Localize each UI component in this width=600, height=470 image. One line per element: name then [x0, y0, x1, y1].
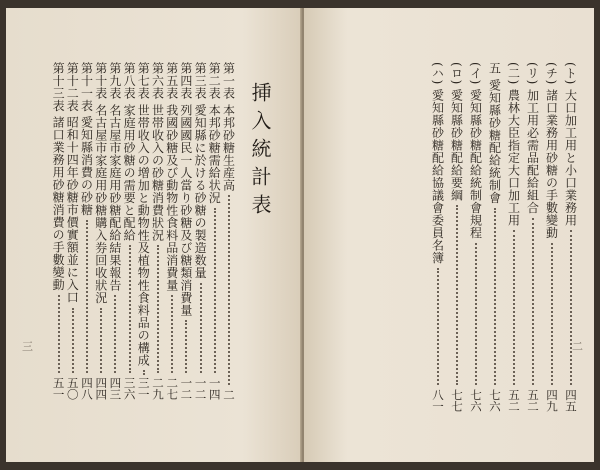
entry-title: 諸口業務用砂糖消費の手數變動	[51, 116, 66, 291]
entry-number: 五	[487, 62, 502, 75]
entry-number: 第一表	[221, 62, 236, 100]
table-entry	[525, 62, 541, 412]
entry-page-number: 五二	[526, 389, 540, 412]
leader-dots	[532, 218, 534, 385]
entry-page-number: 四三	[108, 377, 123, 400]
leader-dots	[494, 208, 496, 386]
leader-dots	[58, 295, 60, 373]
table-entry	[107, 62, 123, 400]
entry-title: 諸口業務用砂糖の手數變動	[544, 88, 559, 239]
entry-page-number: 五〇	[65, 377, 80, 400]
entry-title: 加工用必需品配給組合	[525, 88, 540, 214]
table-entry	[150, 62, 166, 400]
table-entry	[221, 62, 237, 400]
entry-number: 第九表	[107, 62, 122, 100]
table-entry	[51, 62, 67, 400]
table-entry	[449, 62, 465, 412]
entry-title: 名古屋市家庭用砂糖購入券回收狀況	[93, 103, 108, 304]
entry-page-number: 三六	[122, 377, 137, 400]
table-entry	[164, 62, 180, 400]
entry-page-number: 七六	[469, 389, 483, 412]
leader-dots	[200, 283, 202, 374]
entry-number: (ハ)	[430, 62, 445, 85]
entry-page-number: 三一	[136, 377, 151, 400]
entry-number: (ト)	[563, 62, 578, 85]
table-entry	[563, 62, 579, 412]
right-page-number: 二	[572, 340, 583, 353]
entry-title: 昭和十四年砂糖市價實額並に入口	[65, 116, 80, 304]
leader-dots	[570, 230, 572, 385]
table-entry	[178, 62, 194, 400]
entry-page-number: 二七	[165, 377, 180, 400]
entry-title: 我國砂糖及び動物性食料品消費量	[164, 103, 179, 291]
entry-title: 世帯收入の增加と動物性及植物性食料品の構成	[136, 103, 151, 366]
leader-dots	[114, 295, 116, 373]
entry-number: (イ)	[468, 62, 483, 85]
entry-number: 第十表	[93, 62, 108, 100]
entry-page-number: 四五	[564, 389, 578, 412]
entry-page-number: 一二	[179, 377, 194, 400]
entry-page-number: 二九	[151, 377, 165, 400]
leader-dots	[228, 195, 230, 385]
entry-number: 第十三表	[51, 62, 66, 112]
entry-number: 第十二表	[65, 62, 80, 112]
entry-page-number: 五一	[51, 377, 66, 400]
leader-dots	[513, 230, 515, 385]
table-entry	[430, 62, 446, 412]
entry-page-number: 四八	[80, 377, 94, 400]
entry-number: 第八表	[122, 62, 137, 100]
entry-title: 本邦砂糖生産高	[221, 103, 236, 191]
leader-dots	[157, 245, 159, 373]
entry-title: 世帯收入の砂糖消費狀況	[150, 103, 165, 241]
table-entry	[65, 62, 81, 400]
page-title: 挿入統計表	[248, 82, 272, 222]
leader-dots	[86, 220, 88, 373]
entry-page-number: 一四	[207, 377, 222, 400]
entry-number: 第十一表	[79, 62, 94, 112]
entry-page-number: 八一	[431, 389, 445, 412]
leader-dots	[129, 245, 131, 373]
left-page-number: 三	[22, 340, 33, 353]
table-entry	[93, 62, 109, 400]
table-entry	[468, 62, 484, 412]
entry-title: 家庭用砂糖の需要と配給	[122, 103, 137, 241]
entry-number: (ロ)	[449, 62, 464, 85]
leader-dots	[100, 308, 102, 374]
entry-page-number: 五二	[507, 389, 521, 412]
leader-dots	[437, 268, 439, 385]
entry-number: 第五表	[164, 62, 179, 100]
table-entry	[544, 62, 560, 412]
leader-dots	[143, 370, 145, 373]
entry-title: 農林大臣指定大口加工用	[506, 88, 521, 227]
entry-title: 本邦砂糖需給状況	[207, 103, 222, 204]
leader-dots	[551, 243, 553, 385]
entry-number: (リ)	[525, 62, 540, 85]
entry-page-number: 七六	[488, 389, 502, 412]
leader-dots	[456, 205, 458, 385]
entry-title: 列國國民一人當り砂糖及び糖類消費量	[178, 103, 193, 316]
entry-page-number: 七七	[450, 389, 464, 412]
table-entry	[79, 62, 95, 400]
entry-page-number: 四九	[545, 389, 559, 412]
entry-page-number: 二	[222, 388, 236, 400]
table-entry	[193, 62, 209, 400]
entry-number: (二)	[506, 62, 521, 85]
table-entry	[136, 62, 152, 400]
leader-dots	[475, 243, 477, 385]
entry-number: 第七表	[136, 62, 151, 100]
leader-dots	[214, 208, 216, 374]
entry-number: 第六表	[150, 62, 165, 100]
entry-page-number: 四四	[94, 377, 109, 400]
entry-title: 大口加工用と小口業務用	[563, 88, 578, 227]
entry-title: 愛知縣砂糖配給統制會	[487, 78, 502, 204]
entry-title: 愛知縣消費の砂糖	[79, 116, 94, 216]
leader-dots	[72, 308, 74, 374]
entry-title: 愛知縣砂糖配給統制會規程	[468, 88, 483, 239]
entry-title: 愛知縣砂糖配給協議會委員名簿	[430, 88, 445, 264]
table-entry	[207, 62, 223, 400]
entry-number: 第四表	[178, 62, 193, 100]
entry-number: 第三表	[193, 62, 208, 100]
entry-title: 愛知縣に於ける砂糖の製造数量	[193, 103, 208, 279]
leader-dots	[171, 295, 173, 373]
table-entry	[506, 62, 522, 412]
table-entry	[487, 62, 503, 412]
entry-number: (チ)	[544, 62, 559, 85]
table-entry	[122, 62, 138, 400]
entry-number: 第二表	[207, 62, 222, 100]
leader-dots	[185, 320, 187, 373]
entry-title: 愛知縣砂糖配給要綱	[449, 88, 464, 202]
entry-title: 名古屋市家庭用砂糖配給結果報告	[107, 103, 122, 291]
entry-page-number: 一二	[193, 377, 208, 400]
